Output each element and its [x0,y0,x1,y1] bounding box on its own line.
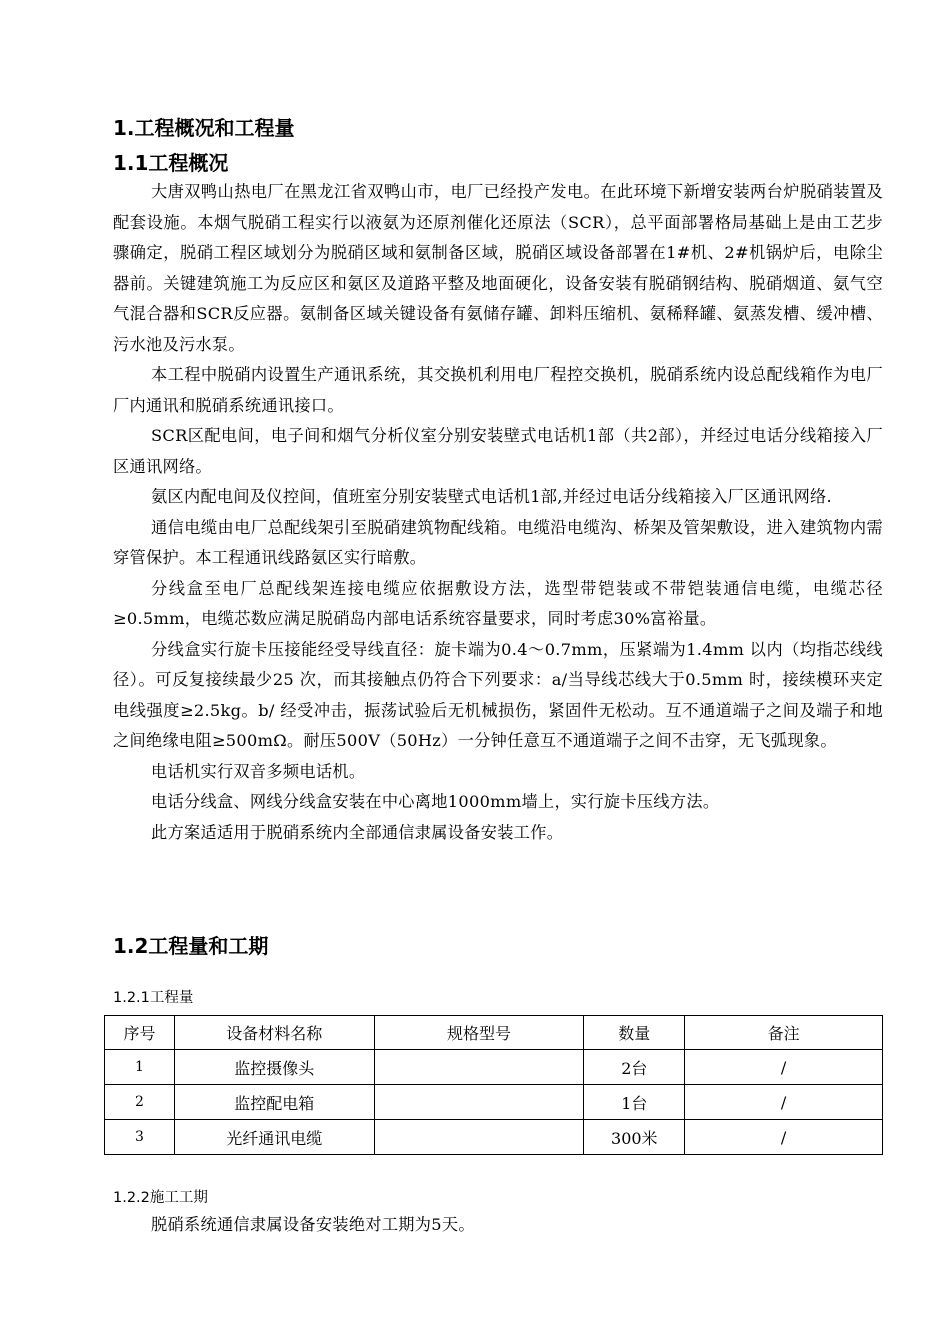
table-cell: / [685,1085,883,1120]
table-cell: 监控摄像头 [174,1050,374,1085]
table-cell: 1 [105,1050,175,1085]
paragraph: 分线盒实行旋卡压接能经受导线直径：旋卡端为0.4～0.7mm，压紧端为1.4mm 以内（均指芯线线径）。可反复接续最少25 次，而其接触点仍符合下列要求：a/当导线芯线大于0.5mm 时，接续模环夹定电线强度≥2.5kg。b/ 经受冲击，振荡试验后无机械损伤，紧固件无松动。互不通道端子之间及端子和地之间绝缘电阻≥500mΩ。耐压500V（50Hz）一分钟任意互不通道端子之间不击穿，无飞弧现象。 [113,639,883,750]
table-cell: 监控配电箱 [174,1085,374,1120]
heading-section-1: 1.工程概况和工程量 [113,116,295,140]
paragraph: 电话分线盒、网线分线盒安装在中心离地1000mm墙上，实行旋卡压线方法。 [151,792,720,811]
table-header-cell: 设备材料名称 [174,1016,374,1050]
table-cell [374,1120,584,1155]
table-header-cell: 序号 [105,1016,175,1050]
table-cell: 光纤通讯电缆 [174,1120,374,1155]
heading-section-1-1: 1.1工程概况 [113,151,229,175]
table-cell: / [685,1120,883,1155]
table-cell: 3 [105,1120,175,1155]
paragraph: 通信电缆由电厂总配线架引至脱硝建筑物配线箱。电缆沿电缆沟、桥架及管架敷设，进入建筑物内需穿管保护。本工程通讯线路氨区实行暗敷。 [113,517,883,567]
paragraph: 本工程中脱硝内设置生产通讯系统，其交换机利用电厂程控交换机，脱硝系统内设总配线箱作为电厂厂内通讯和脱硝系统通讯接口。 [113,365,883,415]
table-cell: / [685,1050,883,1085]
table-row [105,1085,883,1120]
table-header-cell: 数量 [584,1016,685,1050]
table-header-cell: 备注 [685,1016,883,1050]
paragraph: 电话机实行双音多频电话机。 [151,761,366,781]
paragraph: 此方案适适用于脱硝系统内全部通信隶属设备安装工作。 [151,822,564,842]
table-header-row [105,1016,883,1050]
table-cell: 300米 [584,1120,685,1155]
paragraph: 氨区内配电间及仪控间，值班室分别安装壁式电话机1部,并经过电话分线箱接入厂区通讯网络. [151,487,832,506]
table-row [105,1050,883,1085]
schedule-paragraph: 脱硝系统通信隶属设备安装绝对工期为5天。 [151,1215,475,1234]
table-row [105,1120,883,1155]
table-cell [374,1085,584,1120]
paragraph: SCR区配电间，电子间和烟气分析仪室分别安装壁式电话机1部（共2部），并经过电话分线箱接入厂区通讯网络。 [113,426,883,476]
heading-section-1-2-1: 1.2.1工程量 [113,990,194,1006]
table-cell: 1台 [584,1085,685,1120]
paragraph: 大唐双鸭山热电厂在黑龙江省双鸭山市，电厂已经投产发电。在此环境下新增安装两台炉脱硝装置及配套设施。本烟气脱硝工程实行以液氨为还原剂催化还原法（SCR），总平面部署格局基础上是由工艺步骤确定，脱硝工程区域划分为脱硝区域和氨制备区域，脱硝区域设备部署在1#机、2#机锅炉后，电除尘器前。关键建筑施工为反应区和氨区及道路平整及地面硬化，设备安装有脱硝钢结构、脱硝烟道、氨气空气混合器和SCR反应器。氨制备区域关键设备有氨储存罐、卸料压缩机、氨稀释罐、氨蒸发槽、缓冲槽、污水池及污水泵。 [113,182,883,354]
table-header-cell: 规格型号 [374,1016,584,1050]
heading-section-1-2: 1.2工程量和工期 [113,934,269,958]
heading-section-1-2-2: 1.2.2施工工期 [113,1190,208,1206]
overview-body [113,177,883,848]
table-cell [374,1050,584,1085]
quantity-table [104,1015,883,1155]
table-cell: 2台 [584,1050,685,1085]
table-cell: 2 [105,1085,175,1120]
paragraph: 分线盒至电厂总配线架连接电缆应依据敷设方法，选型带铠装或不带铠装通信电缆，电缆芯径≥0.5mm，电缆芯数应满足脱硝岛内部电话系统容量要求，同时考虑30%富裕量。 [113,578,883,628]
